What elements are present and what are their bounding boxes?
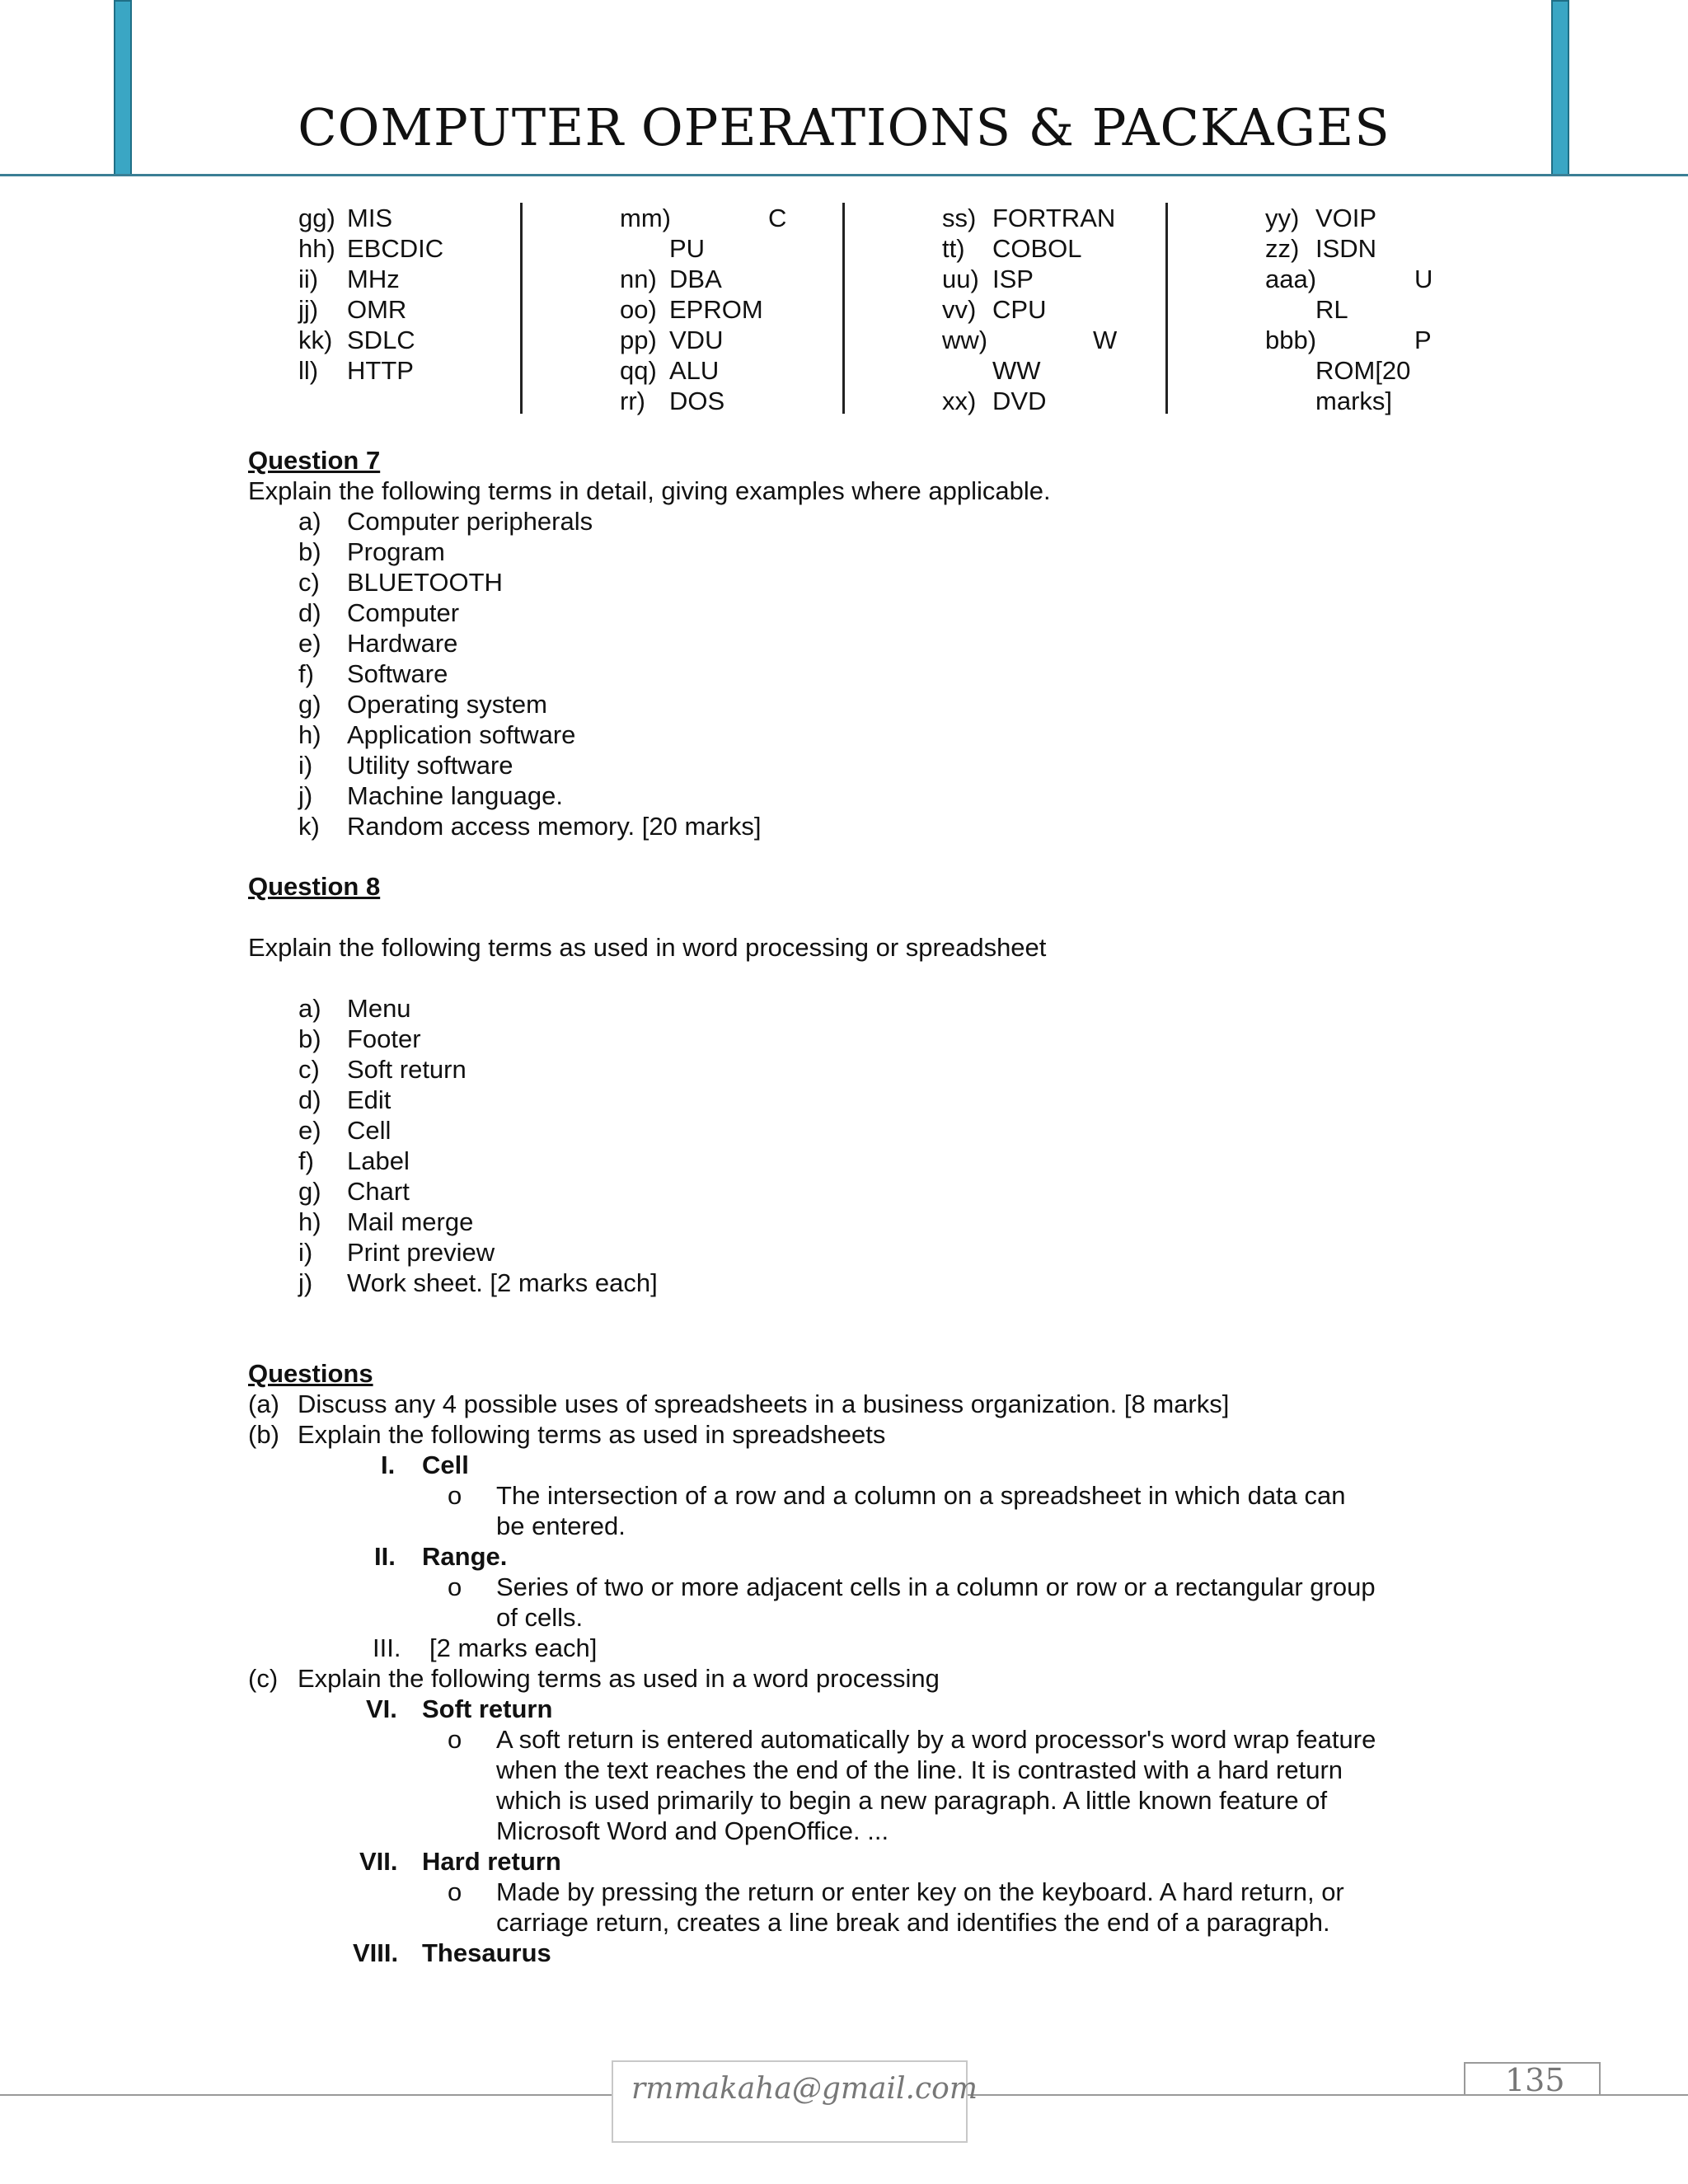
abbrev-num: mm) <box>620 204 671 232</box>
abbrev-term: OMR <box>347 295 407 324</box>
column-divider <box>842 203 845 414</box>
list-item: Random access memory. [20 marks] <box>347 812 762 841</box>
list-item-letter: h) <box>298 720 321 749</box>
abbrev-num: nn) <box>620 265 657 293</box>
list-item: Print preview <box>347 1238 495 1267</box>
abbrev-term: VDU <box>669 326 724 354</box>
bullet: o <box>448 1877 462 1906</box>
footer-rule <box>0 2094 612 2096</box>
list-item: Computer <box>347 598 460 627</box>
abbrev-term: MHz <box>347 265 400 293</box>
abbrev-term-cont: marks] <box>1315 387 1392 415</box>
question-8-heading: Question 8 <box>248 872 381 901</box>
question-a-text: Discuss any 4 possible uses of spreadsheets in a business organization. [8 marks] <box>298 1390 1230 1418</box>
list-item-letter: b) <box>298 537 321 566</box>
abbrev-term: DOS <box>669 387 725 415</box>
term-cell: Cell <box>422 1451 469 1479</box>
term-soft-return: Soft return <box>422 1694 553 1723</box>
abbrev-num: yy) <box>1265 204 1300 232</box>
abbrev-num: kk) <box>298 326 333 354</box>
list-item-letter: k) <box>298 812 320 841</box>
abbrev-num: ll) <box>298 356 319 385</box>
list-item-letter: e) <box>298 629 321 658</box>
list-item-letter: a) <box>298 507 321 536</box>
bullet: o <box>448 1725 462 1754</box>
definition-line: be entered. <box>496 1511 626 1540</box>
definition-line: which is used primarily to begin a new paragraph. A little known feature of <box>496 1786 1328 1815</box>
abbrev-num: xx) <box>942 387 977 415</box>
abbrev-num: gg) <box>298 204 335 232</box>
abbrev-num: uu) <box>942 265 979 293</box>
definition-line: Series of two or more adjacent cells in a column or row or a rectangular group <box>496 1572 1376 1601</box>
abbrev-num: hh) <box>298 234 335 263</box>
list-item-letter: j) <box>298 781 313 810</box>
abbrev-term: ISP <box>992 265 1034 293</box>
page-title: COMPUTER OPERATIONS & PACKAGES <box>298 97 1390 157</box>
question-c-text: Explain the following terms as used in a word processing <box>298 1664 940 1693</box>
marks-note: [2 marks each] <box>429 1633 598 1662</box>
list-item-letter: b) <box>298 1024 321 1053</box>
abbrev-term: EPROM <box>669 295 763 324</box>
abbrev-term: SDLC <box>347 326 415 354</box>
abbrev-num: aaa) <box>1265 265 1317 293</box>
list-item: Work sheet. [2 marks each] <box>347 1268 658 1297</box>
abbrev-term-cont: PU <box>669 234 706 263</box>
list-item: Software <box>347 659 448 688</box>
list-item: Operating system <box>347 690 547 719</box>
abbrev-term: ALU <box>669 356 720 385</box>
column-divider <box>1165 203 1168 414</box>
list-item-letter: i) <box>298 751 313 780</box>
term-hard-return: Hard return <box>422 1847 561 1876</box>
abbrev-num: rr) <box>620 387 645 415</box>
abbrev-term: HTTP <box>347 356 414 385</box>
roman-numeral: VII. <box>359 1847 398 1876</box>
abbrev-term: W <box>1093 326 1118 354</box>
page-number: 135 <box>1505 2062 1565 2098</box>
definition-line: of cells. <box>496 1603 584 1632</box>
definition-line: The intersection of a row and a column on a spreadsheet in which data can <box>496 1481 1346 1510</box>
abbrev-num: vv) <box>942 295 977 324</box>
definition-line: when the text reaches the end of the line. It is contrasted with a hard return <box>496 1755 1343 1784</box>
list-item: Menu <box>347 994 411 1023</box>
question-c-num: (c) <box>248 1664 279 1693</box>
question-7-intro: Explain the following terms in detail, giving examples where applicable. <box>248 476 1051 505</box>
list-item: Mail merge <box>347 1207 474 1236</box>
abbrev-term-cont: WW <box>992 356 1041 385</box>
bullet: o <box>448 1572 462 1601</box>
abbrev-num: ii) <box>298 265 319 293</box>
abbrev-num: zz) <box>1265 234 1300 263</box>
roman-numeral: I. <box>381 1451 396 1479</box>
question-b-text: Explain the following terms as used in spreadsheets <box>298 1420 886 1449</box>
abbrev-term: FORTRAN <box>992 204 1116 232</box>
header-rule <box>0 174 1688 176</box>
term-thesaurus: Thesaurus <box>422 1938 551 1967</box>
question-a-num: (a) <box>248 1390 279 1418</box>
list-item: Edit <box>347 1085 392 1114</box>
list-item-letter: f) <box>298 1146 314 1175</box>
abbrev-term: CPU <box>992 295 1047 324</box>
column-divider <box>520 203 523 414</box>
list-item: BLUETOOTH <box>347 568 503 597</box>
abbrev-term-cont: RL <box>1315 295 1348 324</box>
list-item-letter: h) <box>298 1207 321 1236</box>
question-7-heading: Question 7 <box>248 446 381 475</box>
list-item-letter: a) <box>298 994 321 1023</box>
term-range: Range. <box>422 1542 508 1571</box>
abbrev-num: pp) <box>620 326 657 354</box>
abbrev-term-cont: ROM[20 <box>1315 356 1411 385</box>
list-item: Label <box>347 1146 410 1175</box>
abbrev-term: DBA <box>669 265 722 293</box>
question-b-num: (b) <box>248 1420 279 1449</box>
questions-heading: Questions <box>248 1359 373 1388</box>
list-item-letter: d) <box>298 598 321 627</box>
list-item-letter: c) <box>298 568 320 597</box>
list-item-letter: j) <box>298 1268 313 1297</box>
abbrev-term: ISDN <box>1315 234 1377 263</box>
abbrev-term: EBCDIC <box>347 234 444 263</box>
abbrev-num: qq) <box>620 356 657 385</box>
list-item: Cell <box>347 1116 392 1145</box>
roman-numeral: II. <box>374 1542 396 1571</box>
list-item-letter: f) <box>298 659 314 688</box>
list-item: Soft return <box>347 1055 467 1084</box>
list-item-letter: d) <box>298 1085 321 1114</box>
list-item-letter: c) <box>298 1055 320 1084</box>
abbrev-term: COBOL <box>992 234 1082 263</box>
abbrev-term: P <box>1414 326 1432 354</box>
abbrev-num: bbb) <box>1265 326 1317 354</box>
list-item: Program <box>347 537 445 566</box>
footer-email: rmmakaha@gmail.com <box>631 2072 978 2106</box>
list-item-letter: e) <box>298 1116 321 1145</box>
list-item-letter: g) <box>298 1177 321 1206</box>
list-item-letter: i) <box>298 1238 313 1267</box>
bullet: o <box>448 1481 462 1510</box>
roman-numeral: III. <box>373 1633 401 1662</box>
list-item: Hardware <box>347 629 458 658</box>
definition-line: A soft return is entered automatically by a word processor's word wrap feature <box>496 1725 1376 1754</box>
list-item: Computer peripherals <box>347 507 593 536</box>
question-8-intro: Explain the following terms as used in word processing or spreadsheet <box>248 933 1047 962</box>
abbrev-num: oo) <box>620 295 657 324</box>
abbrev-term: MIS <box>347 204 393 232</box>
definition-line: carriage return, creates a line break and identifies the end of a paragraph. <box>496 1908 1330 1937</box>
list-item: Machine language. <box>347 781 563 810</box>
abbrev-term: DVD <box>992 387 1047 415</box>
abbrev-num: ss) <box>942 204 977 232</box>
abbrev-term: U <box>1414 265 1433 293</box>
abbrev-term: VOIP <box>1315 204 1377 232</box>
list-item: Footer <box>347 1024 421 1053</box>
abbrev-num: ww) <box>942 326 988 354</box>
list-item: Application software <box>347 720 576 749</box>
definition-line: Microsoft Word and OpenOffice. ... <box>496 1816 889 1845</box>
abbrev-num: jj) <box>298 295 319 324</box>
definition-line: Made by pressing the return or enter key on the keyboard. A hard return, or <box>496 1877 1344 1906</box>
list-item: Chart <box>347 1177 410 1206</box>
list-item-letter: g) <box>298 690 321 719</box>
abbrev-num: tt) <box>942 234 965 263</box>
roman-numeral: VI. <box>366 1694 397 1723</box>
list-item: Utility software <box>347 751 513 780</box>
roman-numeral: VIII. <box>353 1938 399 1967</box>
abbrev-term: C <box>768 204 787 232</box>
